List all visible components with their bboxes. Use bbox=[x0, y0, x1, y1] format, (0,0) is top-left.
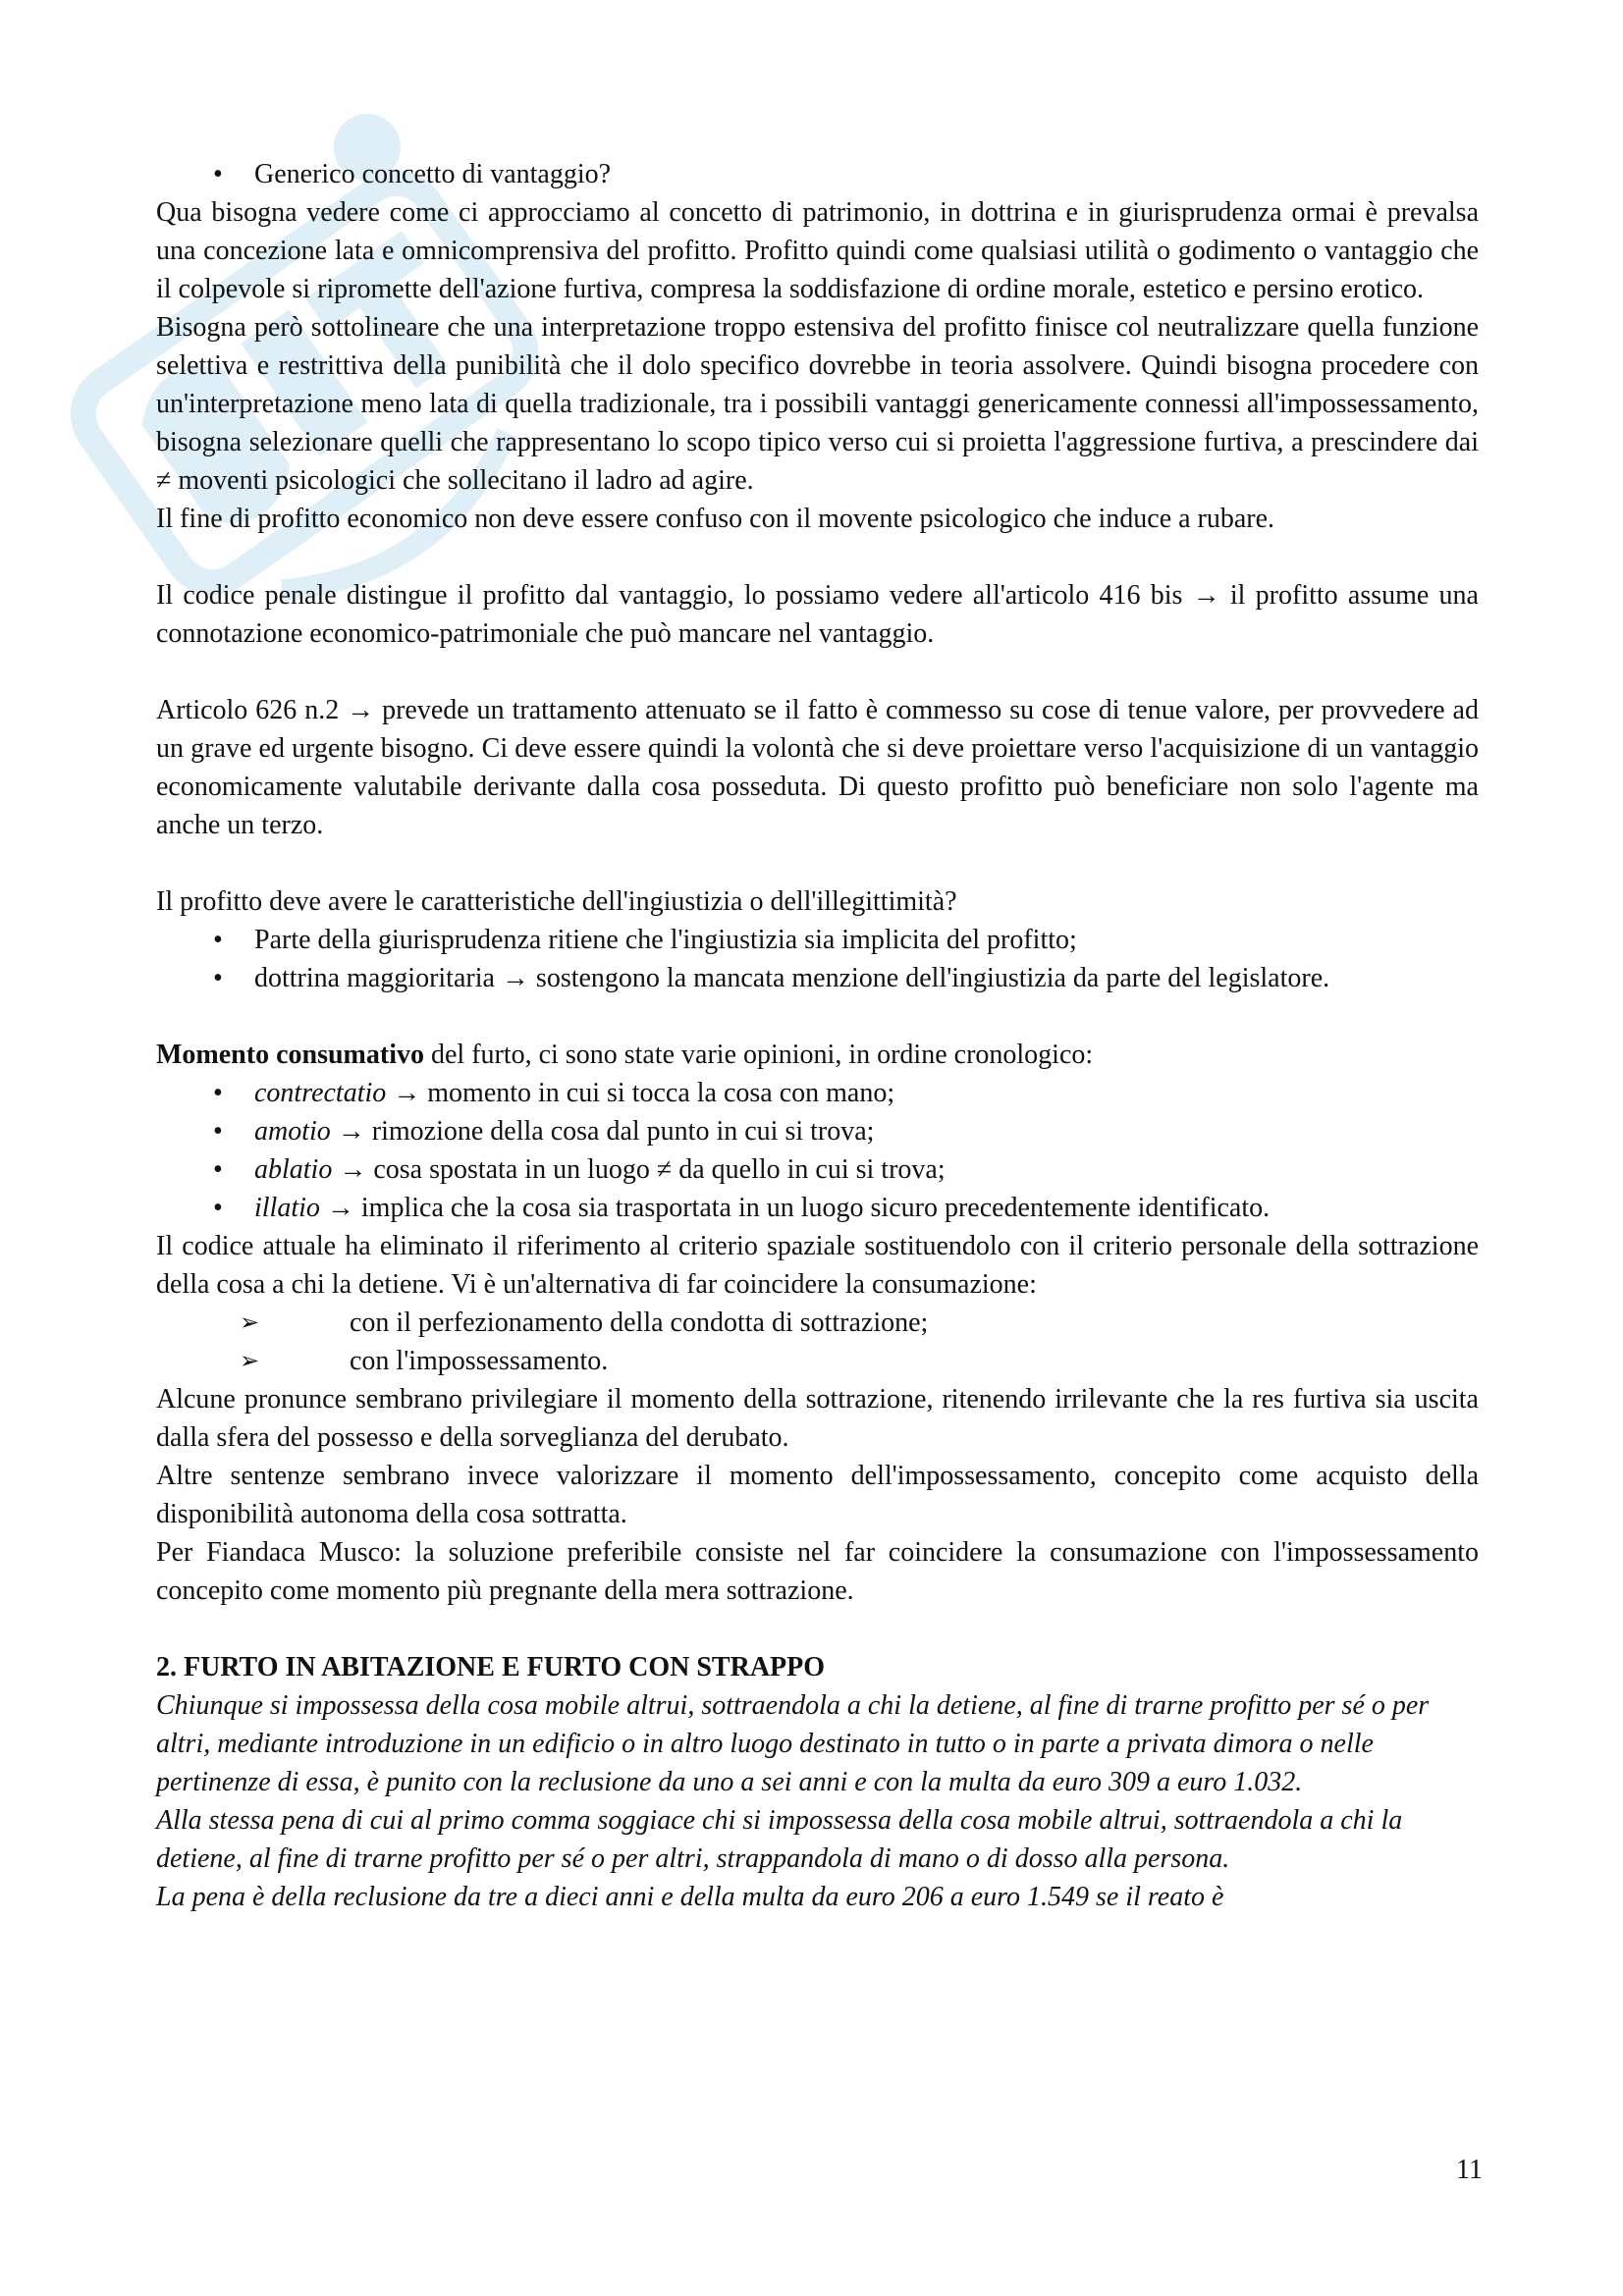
list-item bbox=[156, 959, 1479, 997]
paragraph: Bisogna però sottolineare che una interpretazione troppo estensiva del profitto finisce col neutralizzare quella funzione selettiva e restrittiva della punibilità che il dolo specifico dovrebbe in teoria assolvere. Quindi bisogna procedere con un'interpretazione meno lata di quella tradizionale, tra i possibili vantaggi genericamente connessi all'impossessamento, bisogna selezionare quelli che rappresentano lo scopo tipico verso cui si proietta l'aggressione furtiva, a prescindere dai ≠ moventi psicologici che sollecitano il ladro ad agire. bbox=[156, 312, 1479, 496]
bold-term: Momento consumativo bbox=[156, 1040, 424, 1070]
list-item-text: dottrina maggioritaria → sostengono la mancata menzione dell'ingiustizia da parte del legislatore. bbox=[254, 963, 1330, 993]
paragraph: Per Fiandaca Musco: la soluzione preferibile consiste nel far coincidere la consumazione con l'impossessamento concepito come momento più pregnante della mera sottrazione. bbox=[156, 1537, 1479, 1606]
list-item-text: → implica che la cosa sia trasportata in un luogo sicuro precedentemente identificato. bbox=[319, 1193, 1271, 1223]
bullet-list-momento bbox=[156, 1074, 1479, 1227]
list-item bbox=[156, 155, 1479, 193]
paragraph: Il codice penale distingue il profitto dal vantaggio, lo possiamo vedere all'articolo 416 bis → il profitto assume una connotazione economico-patrimoniale che può mancare nel vantaggio. bbox=[156, 580, 1479, 649]
latin-term: illatio bbox=[254, 1193, 320, 1223]
paragraph: Alcune pronunce sembrano privilegiare il momento della sottrazione, ritenendo irrilevante che la res furtiva sia uscita dalla sfera del possesso e della sorveglianza del derubato. bbox=[156, 1384, 1479, 1453]
bullet-icon: • bbox=[213, 159, 223, 189]
list-item-text: Generico concetto di vantaggio? bbox=[254, 159, 612, 189]
latin-term: ablatio bbox=[254, 1154, 333, 1185]
bullet-list-intro bbox=[156, 155, 1479, 193]
paragraph: Il codice attuale ha eliminato il riferimento al criterio spaziale sostituendolo con il criterio personale della sottrazione della cosa a chi la detiene. Vi è un'alternativa di far coincidere la consumazione: bbox=[156, 1231, 1479, 1300]
law-text: La pena è della reclusione da tre a dieci anni e della multa da euro 206 a euro 1.549 se il reato è bbox=[156, 1882, 1224, 1912]
list-item-text: Parte della giurisprudenza ritiene che l'ingiustizia sia implicita del profitto; bbox=[254, 925, 1077, 955]
list-item bbox=[156, 1189, 1479, 1227]
bullet-icon: • bbox=[213, 1154, 223, 1185]
list-item bbox=[156, 1074, 1479, 1112]
list-item-text: con l'impossessamento. bbox=[350, 1346, 609, 1376]
list-item-text: → cosa spostata in un luogo ≠ da quello in cui si trova; bbox=[332, 1154, 946, 1185]
list-item bbox=[156, 921, 1479, 959]
document-body bbox=[156, 155, 1479, 1916]
list-item-text: → rimozione della cosa dal punto in cui si trova; bbox=[330, 1116, 875, 1147]
section-heading: 2. FURTO IN ABITAZIONE E FURTO CON STRAPPO bbox=[156, 1652, 826, 1682]
arrow-list bbox=[156, 1304, 1479, 1380]
list-item-text: → momento in cui si tocca la cosa con mano; bbox=[386, 1078, 895, 1108]
arrow-bullet-icon: ➢ bbox=[240, 1308, 260, 1336]
law-text: Chiunque si impossessa della cosa mobile altrui, sottraendola a chi la detiene, al fine di trarne profitto per sé o per altri, mediante introduzione in un edificio o in altro luogo destinato in tutto o in parte a privata dimora o nelle pertinenze di essa, è punito con la reclusione da uno a sei anni e con la multa da euro 309 a euro 1.032. bbox=[156, 1690, 1430, 1797]
list-item-text: con il perfezionamento della condotta di sottrazione; bbox=[350, 1308, 929, 1338]
paragraph: Altre sentenze sembrano invece valorizzare il momento dell'impossessamento, concepito come acquisto della disponibilità autonoma della cosa sottratta. bbox=[156, 1461, 1479, 1529]
latin-term: amotio bbox=[254, 1116, 331, 1147]
paragraph: Il fine di profitto economico non deve essere confuso con il movente psicologico che induce a rubare. bbox=[156, 504, 1275, 534]
paragraph: Il profitto deve avere le caratteristiche dell'ingiustizia o dell'illegittimità? bbox=[156, 886, 957, 917]
bullet-icon: • bbox=[213, 1193, 223, 1223]
latin-term: contrectatio bbox=[254, 1078, 387, 1108]
law-text: Alla stessa pena di cui al primo comma soggiace chi si impossessa della cosa mobile altrui, sottraendola a chi la detiene, al fine di trarne profitto per sé o per altri, strappandola di mano o di dosso alla persona. bbox=[156, 1805, 1403, 1874]
list-item bbox=[156, 1342, 1479, 1380]
arrow-bullet-icon: ➢ bbox=[240, 1347, 260, 1374]
list-item bbox=[156, 1112, 1479, 1150]
bullet-icon: • bbox=[213, 925, 223, 955]
bullet-icon: • bbox=[213, 963, 223, 993]
page-number: 11 bbox=[1456, 2155, 1483, 2185]
paragraph: Articolo 626 n.2 → prevede un trattamento attenuato se il fatto è commesso su cose di tenue valore, per provvedere ad un grave ed urgente bisogno. Ci deve essere quindi la volontà che si deve proiettare verso l'acquisizione di un vantaggio economicamente valutabile derivante dalla cosa posseduta. Di questo profitto può beneficiare non solo l'agente ma anche un terzo. bbox=[156, 695, 1479, 840]
list-item bbox=[156, 1150, 1479, 1189]
bullet-icon: • bbox=[213, 1116, 223, 1147]
list-item bbox=[156, 1304, 1479, 1342]
paragraph: Qua bisogna vedere come ci approcciamo al concetto di patrimonio, in dottrina e in giurisprudenza ormai è prevalsa una concezione lata e omnicomprensiva del profitto. Profitto quindi come qualsiasi utilità o godimento o vantaggio che il colpevole si ripromette dell'azione furtiva, compresa la soddisfazione di ordine morale, estetico e persino erotico. bbox=[156, 197, 1479, 304]
paragraph-momento bbox=[156, 1036, 1479, 1074]
bullet-list-ingiustizia bbox=[156, 921, 1479, 997]
bullet-icon: • bbox=[213, 1078, 223, 1108]
paragraph-text: del furto, ci sono state varie opinioni, in ordine cronologico: bbox=[423, 1040, 1094, 1070]
